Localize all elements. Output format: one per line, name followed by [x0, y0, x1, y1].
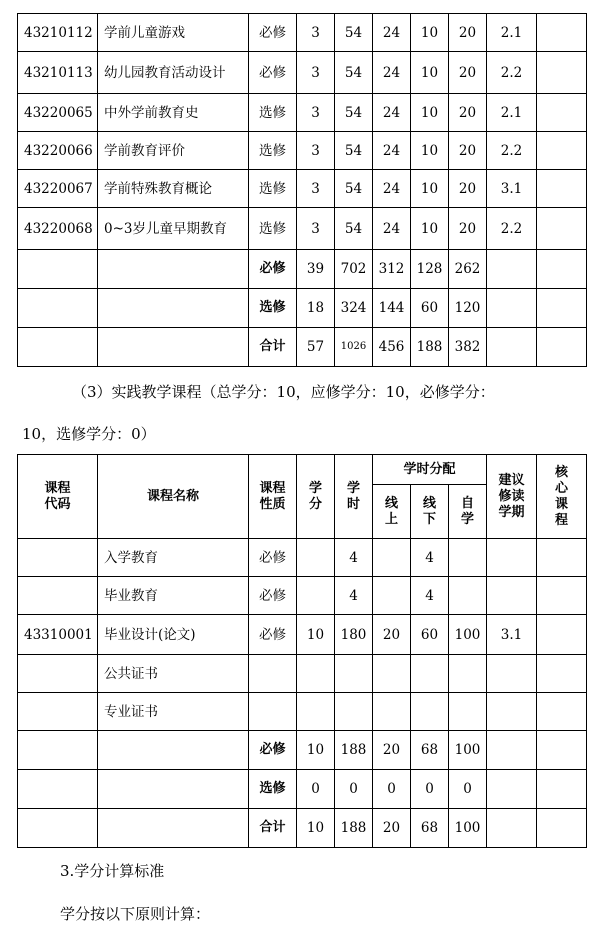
table-row [18, 208, 587, 250]
course-type: 选修 [249, 208, 297, 250]
course-table-continued [17, 13, 587, 367]
course-term: 2.2 [487, 132, 537, 170]
summary-empty-term [487, 809, 537, 848]
summary-label: 合计 [249, 809, 297, 848]
table-row [18, 655, 587, 693]
course-credit [297, 655, 335, 693]
summary-row [18, 809, 587, 848]
header-code: 课程代码 [18, 455, 98, 539]
course-online: 20 [373, 615, 411, 655]
course-offline: 10 [411, 52, 449, 94]
summary-hours: 702 [335, 250, 373, 289]
summary-empty-term [487, 328, 537, 367]
course-self: 20 [449, 208, 487, 250]
summary-label: 选修 [249, 770, 297, 809]
summary-self: 0 [449, 770, 487, 809]
course-credit: 10 [297, 615, 335, 655]
course-core [537, 577, 587, 615]
course-offline: 10 [411, 132, 449, 170]
table-row [18, 577, 587, 615]
course-offline: 4 [411, 577, 449, 615]
summary-empty-core [537, 770, 587, 809]
course-credit: 3 [297, 94, 335, 132]
summary-label: 必修 [249, 731, 297, 770]
summary-hours: 1026 [335, 328, 373, 367]
course-self: 20 [449, 94, 487, 132]
course-core [537, 94, 587, 132]
course-online: 24 [373, 94, 411, 132]
course-credit: 3 [297, 132, 335, 170]
summary-row [18, 289, 587, 328]
header-term: 建议修读学期 [487, 455, 537, 539]
course-type: 必修 [249, 14, 297, 52]
credit-rule-intro: 学分按以下原则计算： [60, 905, 211, 923]
summary-empty-code [18, 289, 98, 328]
course-term: 2.2 [487, 208, 537, 250]
course-code: 43310001 [18, 615, 98, 655]
course-name: 0~3岁儿童早期教育 [98, 208, 249, 250]
summary-row [18, 731, 587, 770]
course-credit [297, 693, 335, 731]
summary-self: 100 [449, 731, 487, 770]
table-row [18, 94, 587, 132]
course-type: 选修 [249, 132, 297, 170]
summary-empty-name [98, 731, 249, 770]
course-code [18, 693, 98, 731]
summary-empty-name [98, 809, 249, 848]
summary-label: 选修 [249, 289, 297, 328]
course-hours: 54 [335, 208, 373, 250]
course-term: 2.1 [487, 94, 537, 132]
course-name: 入学教育 [98, 539, 249, 577]
course-core [537, 170, 587, 208]
course-self: 20 [449, 52, 487, 94]
header-type: 课程性质 [249, 455, 297, 539]
course-self: 20 [449, 132, 487, 170]
course-code [18, 577, 98, 615]
header-name: 课程名称 [98, 455, 249, 539]
header-self: 自学 [449, 485, 487, 539]
course-code [18, 539, 98, 577]
summary-empty-term [487, 289, 537, 328]
course-self [449, 539, 487, 577]
course-credit [297, 539, 335, 577]
summary-empty-code [18, 809, 98, 848]
summary-hours: 188 [335, 731, 373, 770]
course-term: 3.1 [487, 170, 537, 208]
course-core [537, 14, 587, 52]
summary-self: 262 [449, 250, 487, 289]
table-row [18, 170, 587, 208]
header-credit: 学分 [297, 455, 335, 539]
course-core [537, 539, 587, 577]
course-core [537, 693, 587, 731]
summary-row [18, 328, 587, 367]
course-self [449, 577, 487, 615]
course-name: 公共证书 [98, 655, 249, 693]
course-code [18, 655, 98, 693]
course-code: 43220067 [18, 170, 98, 208]
summary-empty-name [98, 328, 249, 367]
course-name: 毕业设计(论文) [98, 615, 249, 655]
course-core [537, 655, 587, 693]
course-code: 43210113 [18, 52, 98, 94]
course-credit: 3 [297, 52, 335, 94]
summary-hours: 324 [335, 289, 373, 328]
section-heading-credit-standard: 3.学分计算标准 [60, 862, 165, 880]
course-hours: 54 [335, 132, 373, 170]
course-online: 24 [373, 132, 411, 170]
course-type: 必修 [249, 539, 297, 577]
course-hours: 54 [335, 14, 373, 52]
summary-self: 120 [449, 289, 487, 328]
header-online: 线上 [373, 485, 411, 539]
course-code: 43220066 [18, 132, 98, 170]
course-online [373, 655, 411, 693]
course-type: 必修 [249, 615, 297, 655]
course-type: 必修 [249, 577, 297, 615]
course-hours: 54 [335, 94, 373, 132]
header-offline: 线下 [411, 485, 449, 539]
course-code: 43220068 [18, 208, 98, 250]
summary-offline: 128 [411, 250, 449, 289]
course-hours: 4 [335, 539, 373, 577]
summary-empty-code [18, 731, 98, 770]
summary-empty-term [487, 731, 537, 770]
summary-self: 100 [449, 809, 487, 848]
summary-empty-code [18, 770, 98, 809]
summary-empty-core [537, 328, 587, 367]
course-hours [335, 655, 373, 693]
course-name: 专业证书 [98, 693, 249, 731]
summary-empty-code [18, 328, 98, 367]
practice-table-body [18, 539, 587, 848]
course-offline [411, 655, 449, 693]
course-type: 选修 [249, 170, 297, 208]
course-name: 幼儿园教育活动设计 [98, 52, 249, 94]
course-term: 2.1 [487, 14, 537, 52]
course-self: 20 [449, 14, 487, 52]
summary-credit: 10 [297, 809, 335, 848]
practice-table-header [18, 455, 587, 539]
course-hours: 54 [335, 170, 373, 208]
section-3-line-2: 10，选修学分：0） [22, 425, 156, 443]
course-term [487, 539, 537, 577]
summary-online: 0 [373, 770, 411, 809]
header-distribution: 学时分配 [373, 455, 487, 485]
course-offline: 10 [411, 14, 449, 52]
summary-credit: 0 [297, 770, 335, 809]
summary-empty-term [487, 250, 537, 289]
table-row [18, 615, 587, 655]
summary-credit: 18 [297, 289, 335, 328]
header-hours: 学时 [335, 455, 373, 539]
course-hours [335, 693, 373, 731]
table-row [18, 539, 587, 577]
summary-credit: 10 [297, 731, 335, 770]
summary-empty-name [98, 289, 249, 328]
table-row [18, 14, 587, 52]
table-row [18, 693, 587, 731]
course-type [249, 655, 297, 693]
summary-online: 20 [373, 809, 411, 848]
course-table-body [18, 14, 587, 367]
course-name: 学前特殊教育概论 [98, 170, 249, 208]
summary-row [18, 250, 587, 289]
course-credit: 3 [297, 208, 335, 250]
course-online: 24 [373, 208, 411, 250]
summary-row [18, 770, 587, 809]
course-core [537, 52, 587, 94]
summary-empty-code [18, 250, 98, 289]
course-self [449, 655, 487, 693]
summary-offline: 68 [411, 731, 449, 770]
table-row [18, 52, 587, 94]
summary-online: 456 [373, 328, 411, 367]
course-name: 中外学前教育史 [98, 94, 249, 132]
course-term: 2.2 [487, 52, 537, 94]
course-name: 学前儿童游戏 [98, 14, 249, 52]
course-name: 毕业教育 [98, 577, 249, 615]
summary-credit: 57 [297, 328, 335, 367]
summary-offline: 68 [411, 809, 449, 848]
header-core: 核心课程 [537, 455, 587, 539]
summary-self: 382 [449, 328, 487, 367]
course-online [373, 693, 411, 731]
course-offline: 4 [411, 539, 449, 577]
course-self: 100 [449, 615, 487, 655]
summary-label: 必修 [249, 250, 297, 289]
summary-empty-core [537, 250, 587, 289]
course-type: 选修 [249, 94, 297, 132]
summary-online: 20 [373, 731, 411, 770]
summary-empty-name [98, 770, 249, 809]
summary-empty-core [537, 809, 587, 848]
table-row [18, 132, 587, 170]
course-offline: 10 [411, 208, 449, 250]
course-name: 学前教育评价 [98, 132, 249, 170]
summary-label: 合计 [249, 328, 297, 367]
course-hours: 4 [335, 577, 373, 615]
course-type: 必修 [249, 52, 297, 94]
course-online: 24 [373, 14, 411, 52]
course-credit [297, 577, 335, 615]
course-term [487, 693, 537, 731]
course-offline: 10 [411, 170, 449, 208]
course-credit: 3 [297, 14, 335, 52]
summary-hours: 188 [335, 809, 373, 848]
course-core [537, 132, 587, 170]
summary-empty-term [487, 770, 537, 809]
summary-empty-core [537, 731, 587, 770]
summary-hours: 0 [335, 770, 373, 809]
course-offline: 10 [411, 94, 449, 132]
course-self: 20 [449, 170, 487, 208]
summary-empty-name [98, 250, 249, 289]
practice-course-table [17, 454, 587, 848]
course-core [537, 615, 587, 655]
course-code: 43210112 [18, 14, 98, 52]
course-offline: 60 [411, 615, 449, 655]
summary-online: 144 [373, 289, 411, 328]
summary-empty-core [537, 289, 587, 328]
course-term [487, 655, 537, 693]
course-online [373, 539, 411, 577]
course-core [537, 208, 587, 250]
summary-offline: 0 [411, 770, 449, 809]
course-online: 24 [373, 170, 411, 208]
summary-online: 312 [373, 250, 411, 289]
course-term: 3.1 [487, 615, 537, 655]
summary-offline: 188 [411, 328, 449, 367]
course-offline [411, 693, 449, 731]
course-type [249, 693, 297, 731]
course-online [373, 577, 411, 615]
course-code: 43220065 [18, 94, 98, 132]
course-self [449, 693, 487, 731]
summary-offline: 60 [411, 289, 449, 328]
course-credit: 3 [297, 170, 335, 208]
summary-credit: 39 [297, 250, 335, 289]
section-3-line-1: （3）实践教学课程（总学分：10，应修学分：10，必修学分： [72, 383, 495, 401]
course-hours: 54 [335, 52, 373, 94]
course-hours: 180 [335, 615, 373, 655]
course-term [487, 577, 537, 615]
course-online: 24 [373, 52, 411, 94]
